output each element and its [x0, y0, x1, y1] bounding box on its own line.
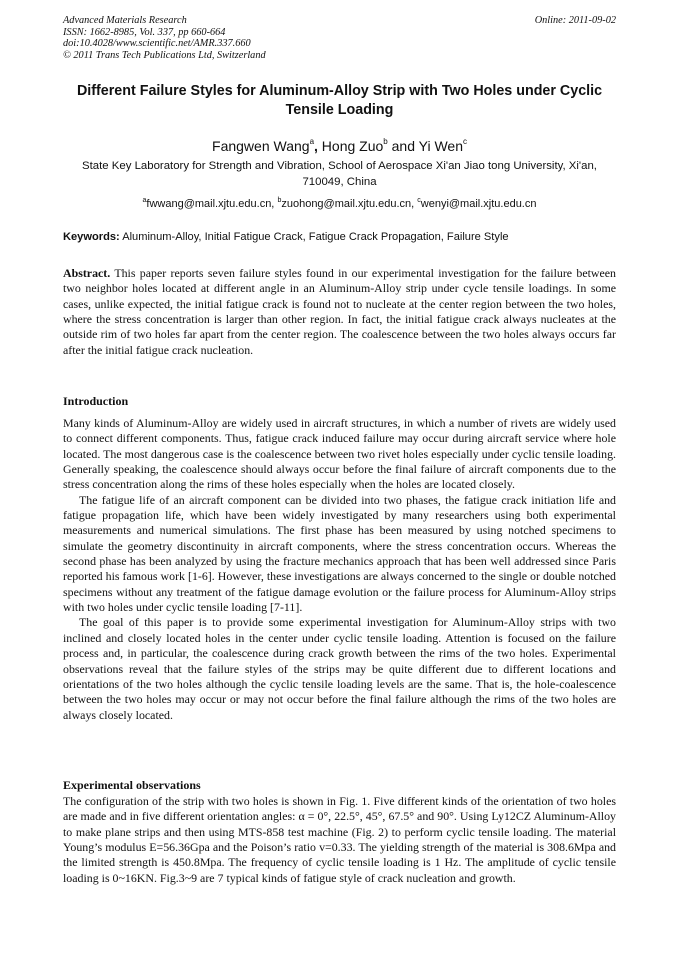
email-mark: b [277, 197, 282, 204]
author-affil-mark: c [462, 137, 467, 146]
abstract-text: This paper reports seven failure styles found in our experimental investigation for the failure between two neighbor holes located at different angle in an Aluminum-Alloy strip under cycle tensile loadings. In some cases, unlike expected, the initial fatigue crack is found not to nucleate at the center region between the two holes, where the stress concentration is larger than other region. In fact, the initial fatigue crack always nucleates at the outside rim of two holes far apart from the center region. The coalescence between the two holes always occurs far after the initial fatigue crack nucleation. [63, 266, 616, 357]
journal-copyright: © 2011 Trans Tech Publications Ltd, Switzerland [63, 49, 266, 61]
paragraph: Many kinds of Aluminum-Alloy are widely used in aircraft structures, in which a number of rivets are widely used to connect different components. Thus, fatigue crack induced failure may occur during aircraft service where hole located. The most dangerous case is the coalescence between two rivet holes especially under cyclic tensile loading. Generally speaking, the coalescence should always occur before the final failure of aircraft components due to the stress concentration along the rims of these holes especially when the holes are located closely. [63, 416, 616, 492]
keywords-line [63, 230, 616, 244]
keywords-label: Keywords: [63, 231, 120, 243]
journal-name: Advanced Materials Research [63, 15, 187, 26]
online-date: Online: 2011-09-02 [534, 15, 616, 26]
email-address: fwwang@mail.xjtu.edu.cn, [146, 198, 278, 210]
introduction-section [63, 416, 616, 723]
keywords-text: Aluminum-Alloy, Initial Fatigue Crack, Fatigue Crack Propagation, Failure Style [119, 231, 509, 243]
paragraph: The goal of this paper is to provide some experimental investigation for Aluminum-Alloy strips with two inclined and closely located holes in the center under cyclic tensile loading. Attention is focused on the failure process and, in particular, the coalescence during crack growth between the rims of the two holes. Experimental observations reveal that the failure styles of the strips may be quite different due to different locations and orientations of the two holes although the cyclic tensile loading levels are the same. That is, the hole-coalescence between the two holes may occur or may not occur before the final failure although the rims of the two holes are always closely located. [63, 615, 616, 722]
paragraph: The fatigue life of an aircraft component can be divided into two phases, the fatigue crack initiation life and fatigue propagation life, which have been widely investigated by many researchers using both experimental measurements and numerical simulations. The first phase has been measured by using notched specimens to simulate the geometry discontinuity in aircraft components, where the stress concentration occurs. Whereas the second phase has been analyzed by using the fracture mechanics approach that has been well addressed since Paris reported his famous work [1-6]. However, these investigations are always concerned to the single or double notched specimens without any treatment of the fatigue damage evolution or the failure process for Aluminum-Alloy strips with two holes under cyclic tensile loading [7-11]. [63, 492, 616, 615]
author-separator: and [387, 138, 419, 154]
experimental-section [63, 794, 616, 886]
journal-doi: doi:10.4028/www.scientific.net/AMR.337.660 [63, 38, 251, 49]
paragraph: The configuration of the strip with two holes is shown in Fig. 1. Five different kinds of the orientation of two holes are made and in five different orientation angles: α = 0°, 22.5°, 45°, 67.5° and 90°. Using Ly12CZ Aluminum-Alloy to make plane strips and then using MTS-858 test machine (Fig. 2) to perform cyclic tensile loading. The material Young’s modulus E=56.36Gpa and the Poison’s ratio v=0.33. The yielding strength of the material is 308.6Mpa and the limited strength is 450.8Mpa. The frequency of cyclic tensile loading is 1 Hz. The amplitude of cyclic tensile loading is 0~16KN. Fig.3~9 are 7 typical kinds of fatigue style of crack nucleation and growth. [63, 794, 616, 885]
email-address: zuohong@mail.xjtu.edu.cn, [281, 198, 418, 210]
author-emails [63, 194, 616, 211]
affiliation: State Key Laboratory for Strength and Vibration, School of Aerospace Xi'an Jiao tong University, Xi'an, 710049, China [82, 160, 597, 188]
paper-title: Different Failure Styles for Aluminum-Alloy Strip with Two Holes under Cyclic Tensile Loading [76, 83, 603, 118]
email-mark: a [142, 197, 147, 204]
email-mark: c [417, 197, 421, 204]
journal-issn: ISSN: 1662-8985, Vol. 337, pp 660-664 [63, 26, 226, 38]
journal-header [63, 15, 616, 61]
journal-info [63, 15, 616, 61]
author-list [63, 133, 616, 155]
section-heading-introduction: Introduction [63, 394, 129, 408]
section-heading-experimental: Experimental observations [63, 778, 201, 792]
author-name: Hong Zuo [321, 138, 384, 154]
abstract-paragraph [63, 266, 616, 358]
author-separator: , [314, 138, 322, 154]
email-address: wenyi@mail.xjtu.edu.cn [420, 198, 537, 210]
abstract-section [63, 266, 616, 358]
author-name: Fangwen Wang [212, 138, 310, 154]
author-affil-mark: b [383, 137, 388, 146]
abstract-label: Abstract. [63, 266, 111, 280]
author-affil-mark: a [309, 137, 315, 146]
author-name: Yi Wen [418, 138, 463, 154]
